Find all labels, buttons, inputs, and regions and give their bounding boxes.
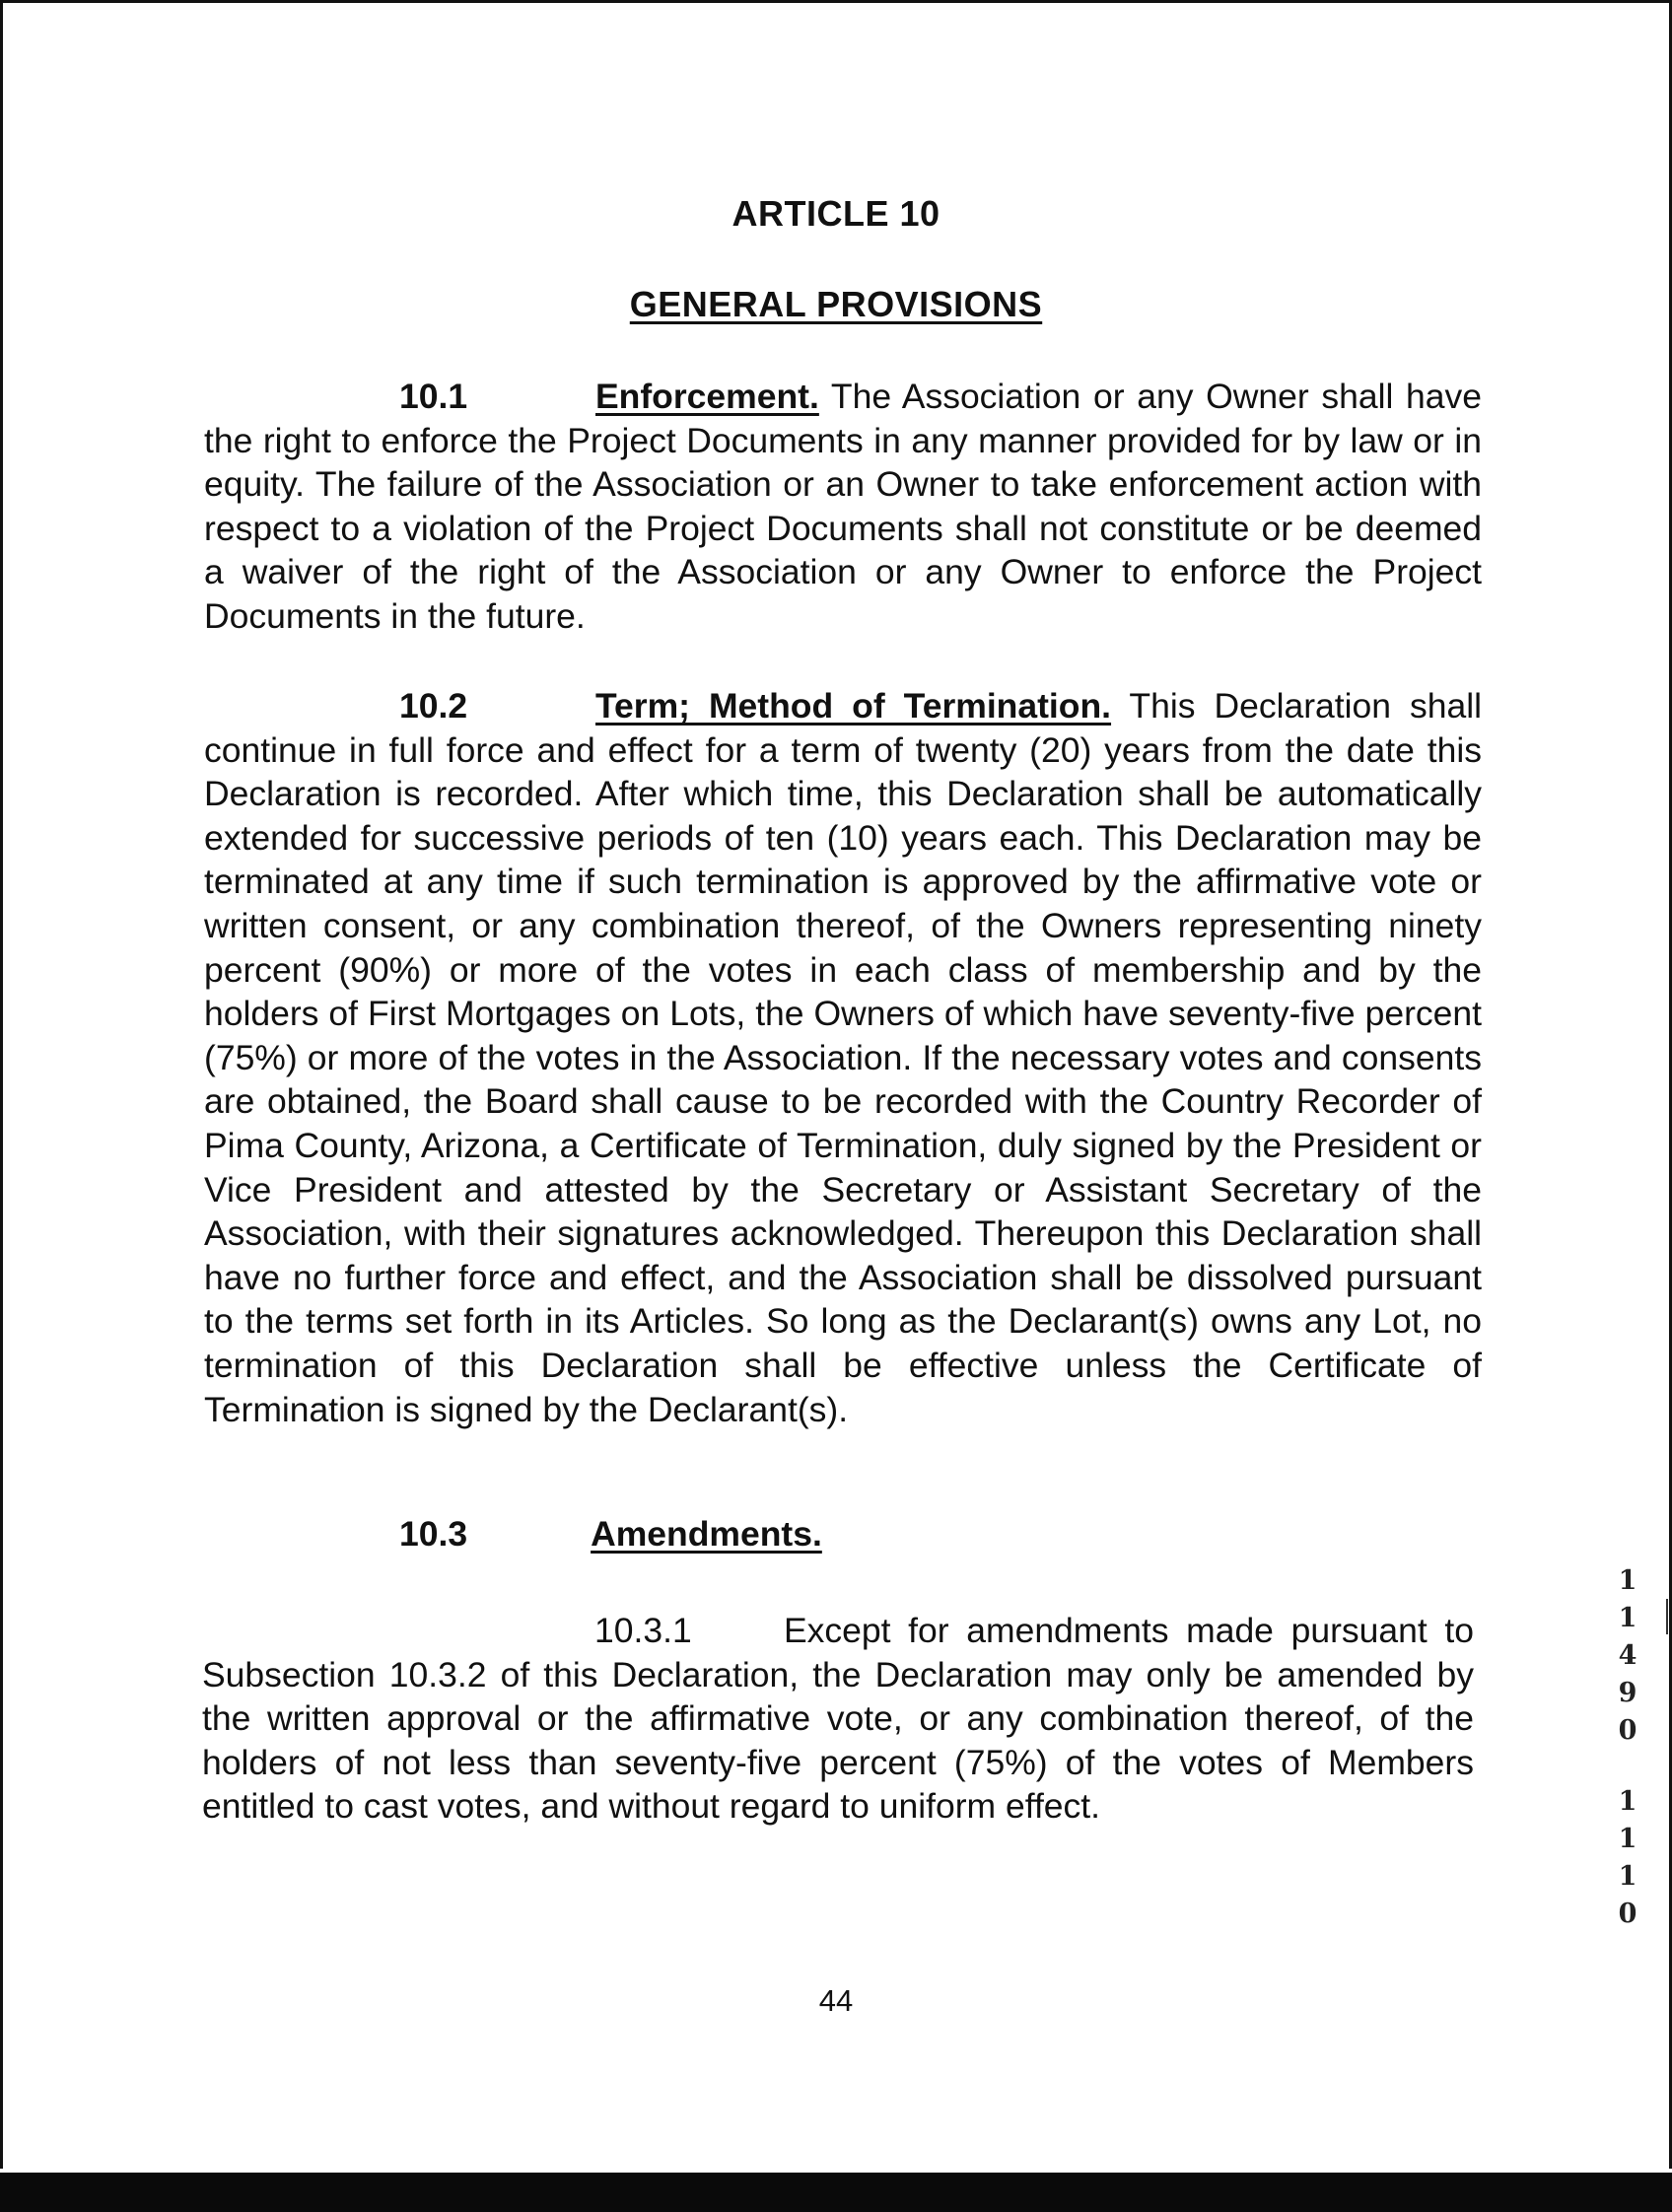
- scan-border-top: [0, 0, 1672, 3]
- section-body: The Association or any Owner shall have the right to enforce the Project Documents in any manner provided for by law or in equity. The failure of the Association or an Owner to take enforcement action with respect to a violation of the Project Documents shall not constitute or be deemed a waiver of the right of the Association or any Owner to enforce the Project Documents in the future.: [204, 377, 1482, 636]
- section-number: 10.2: [399, 686, 468, 726]
- stamp-digit: 1: [1618, 1786, 1637, 1817]
- section-title: Amendments.: [591, 1514, 822, 1554]
- section-title: Term; Method of Termination.: [595, 686, 1112, 726]
- stamp-digit: 9: [1618, 1678, 1637, 1708]
- subsection-body: Except for amendments made pursuant to Subsection 10.3.2 of this Declaration, the Declaration may only be amended by the written approval or the affirmative vote, or any combination thereof, of the holders of not less than seventy-five percent (75%) of the votes of Members entitled to cast votes, and without regard to uniform effect.: [202, 1611, 1474, 1827]
- section-number: 10.3: [399, 1514, 468, 1554]
- article-heading: ARTICLE 10: [732, 193, 940, 234]
- section-10-2-paragraph: [204, 684, 1482, 1431]
- subsection-10-3-1-paragraph: [202, 1609, 1474, 1829]
- stamp-digit: 1: [1618, 1861, 1637, 1892]
- section-title: Enforcement.: [595, 377, 819, 416]
- section-10-1-paragraph: [204, 375, 1482, 639]
- page-number: 44: [818, 1983, 854, 2018]
- section-number: 10.1: [399, 377, 468, 416]
- stamp-digit: 4: [1618, 1640, 1637, 1671]
- stamp-rule: [1666, 1599, 1668, 1634]
- section-body: This Declaration shall continue in full force and effect for a term of twenty (20) years from the date this Declaration is recorded. After which time, this Declaration shall be automatically extended for successive periods of ten (10) years each. This Declaration may be terminated at any time if such termination is approved by the affirmative vote or written consent, or any combination thereof, of the Owners representing ninety percent (90%) or more of the votes in each class of membership and by the holders of First Mortgages on Lots, the Owners of which have seventy-five percent (75%) or more of the votes in the Association. If the necessary votes and consents are obtained, the Board shall cause to be recorded with the Country Recorder of Pima County, Arizona, a Certificate of Termination, duly signed by the President or Vice President and attested by the Secretary or Assistant Secretary of the Association, with their signatures acknowledged. Thereupon this Declaration shall have no further force and effect, and the Association shall be dissolved pursuant to the terms set forth in its Articles. So long as the Declarant(s) owns any Lot, no termination of this Declaration shall be effective unless the Certificate of Termination is signed by the Declarant(s).: [204, 686, 1483, 1429]
- stamp-digit: 1: [1618, 1565, 1637, 1596]
- scan-border-bottom: [0, 2173, 1672, 2212]
- article-title: GENERAL PROVISIONS: [629, 284, 1043, 324]
- section-10-3-heading: [399, 1514, 822, 1555]
- stamp-digit: 0: [1618, 1715, 1637, 1746]
- scan-border-left: [0, 0, 3, 2212]
- stamp-digit: 0: [1618, 1899, 1637, 1929]
- stamp-digit: 1: [1618, 1603, 1637, 1633]
- subsection-number: 10.3.1: [594, 1611, 692, 1650]
- stamp-gap: [1614, 1750, 1641, 1783]
- recording-stamp: [1614, 1562, 1641, 1933]
- stamp-digit: 1: [1618, 1824, 1637, 1854]
